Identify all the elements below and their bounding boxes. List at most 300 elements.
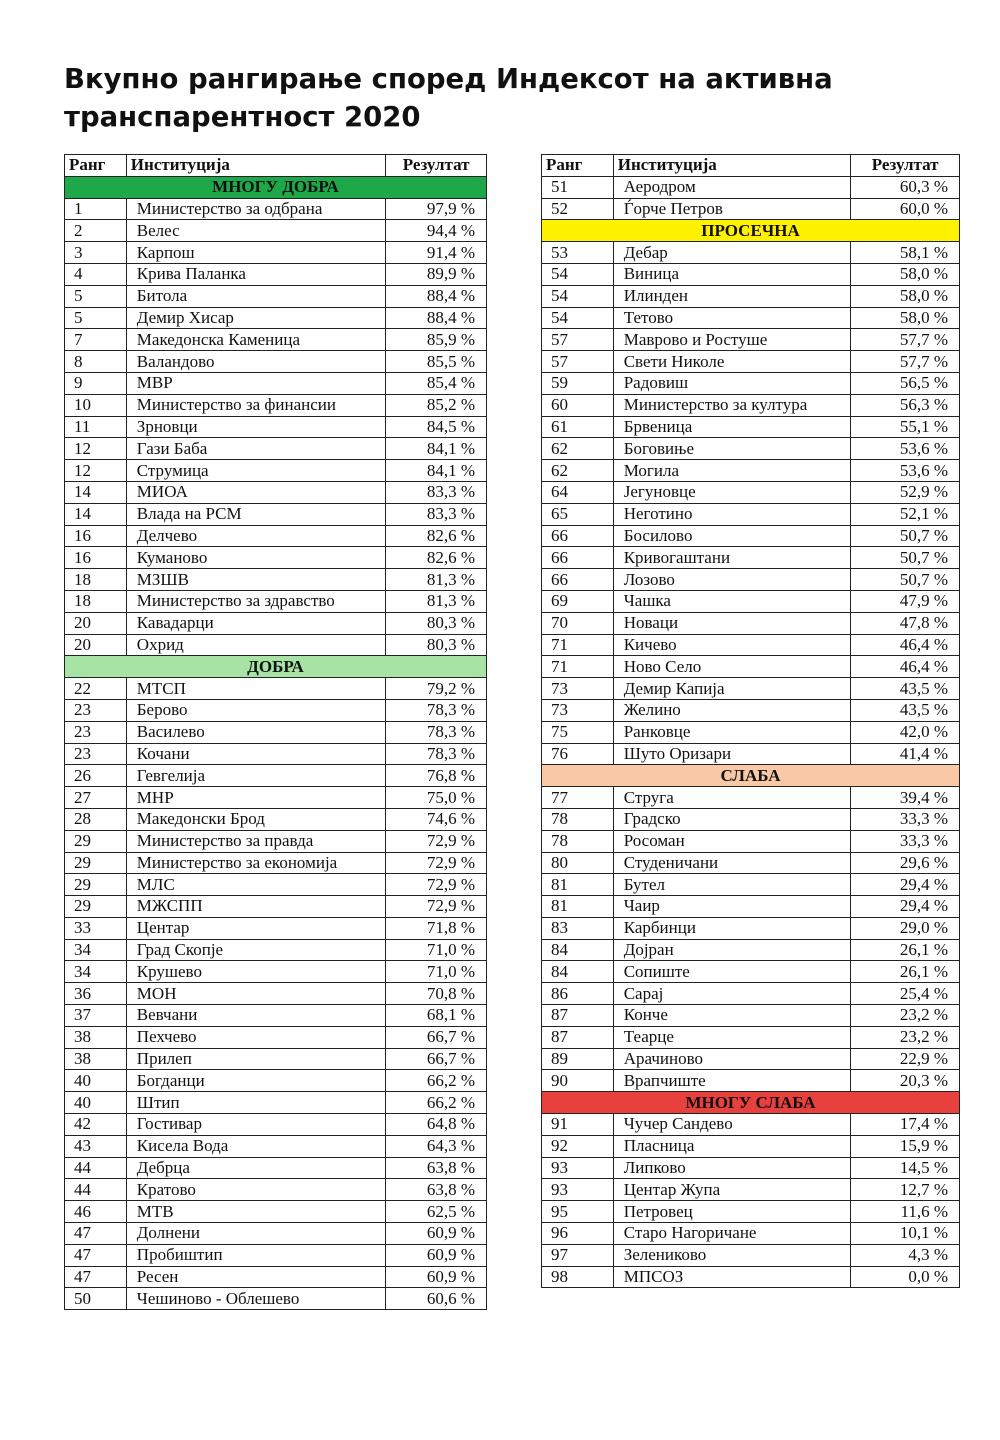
score-cell: 71,8 %: [386, 917, 487, 939]
score-cell: 88,4 %: [386, 285, 487, 307]
rank-cell: 66: [542, 547, 614, 569]
table-row: [542, 721, 960, 743]
rank-cell: 26: [65, 765, 127, 787]
score-cell: 58,0 %: [851, 285, 960, 307]
rank-cell: 95: [542, 1201, 614, 1223]
page-title: Вкупно рангирање според Индексот на активна транспарентност 2020: [64, 63, 833, 133]
institution-cell: Чашка: [613, 590, 851, 612]
table-row: [65, 765, 487, 787]
rank-cell: 29: [65, 830, 127, 852]
rank-cell: 29: [65, 896, 127, 918]
score-cell: 29,0 %: [851, 917, 960, 939]
institution-cell: МЛС: [126, 874, 385, 896]
table-row: [542, 351, 960, 373]
score-cell: 68,1 %: [386, 1005, 487, 1027]
score-cell: 52,1 %: [851, 503, 960, 525]
table-row: [542, 787, 960, 809]
table-row: [542, 569, 960, 591]
table-row: [542, 547, 960, 569]
rank-cell: 47: [65, 1244, 127, 1266]
category-band-label: ПРОСЕЧНА: [542, 220, 960, 242]
score-cell: 72,9 %: [386, 830, 487, 852]
table-row: [65, 1005, 487, 1027]
rank-cell: 14: [65, 481, 127, 503]
rank-cell: 66: [542, 569, 614, 591]
rank-cell: 64: [542, 481, 614, 503]
rank-cell: 62: [542, 438, 614, 460]
institution-cell: МВР: [126, 372, 385, 394]
table-row: [65, 351, 487, 373]
institution-cell: Теарце: [613, 1026, 851, 1048]
result-column-header: Резултат: [386, 155, 487, 177]
score-cell: 85,5 %: [386, 351, 487, 373]
rank-cell: 50: [65, 1288, 127, 1310]
score-cell: 72,9 %: [386, 852, 487, 874]
institution-cell: Василево: [126, 721, 385, 743]
institution-cell: Ѓорче Петров: [613, 198, 851, 220]
score-cell: 63,8 %: [386, 1157, 487, 1179]
institution-cell: Гази Баба: [126, 438, 385, 460]
table-row: [542, 1070, 960, 1092]
table-row: [542, 874, 960, 896]
table-row: [65, 896, 487, 918]
table-row: [542, 1266, 960, 1288]
institution-cell: Бутел: [613, 874, 851, 896]
table-row: [542, 590, 960, 612]
rank-cell: 78: [542, 808, 614, 830]
institution-cell: Градско: [613, 808, 851, 830]
institution-cell: Зелениково: [613, 1244, 851, 1266]
table-row: [65, 787, 487, 809]
rank-cell: 53: [542, 242, 614, 264]
rank-cell: 14: [65, 503, 127, 525]
table-row: [65, 590, 487, 612]
score-cell: 12,7 %: [851, 1179, 960, 1201]
rank-column-header: Ранг: [542, 155, 614, 177]
table-row: [542, 1135, 960, 1157]
institution-cell: Зрновци: [126, 416, 385, 438]
score-cell: 58,0 %: [851, 263, 960, 285]
rank-cell: 47: [65, 1266, 127, 1288]
institution-cell: Град Скопје: [126, 939, 385, 961]
table-header-row: [65, 155, 487, 177]
table-row: [542, 460, 960, 482]
table-row: [65, 220, 487, 242]
rank-cell: 28: [65, 808, 127, 830]
rank-cell: 5: [65, 285, 127, 307]
institution-cell: Студеничани: [613, 852, 851, 874]
score-cell: 66,2 %: [386, 1070, 487, 1092]
rank-cell: 75: [542, 721, 614, 743]
score-cell: 78,3 %: [386, 699, 487, 721]
table-row: [65, 1266, 487, 1288]
score-cell: 46,4 %: [851, 656, 960, 678]
table-row: [65, 1288, 487, 1310]
institution-cell: Карбинци: [613, 917, 851, 939]
table-row: [65, 242, 487, 264]
table-row: [542, 394, 960, 416]
rank-cell: 65: [542, 503, 614, 525]
rank-cell: 57: [542, 351, 614, 373]
table-header-row: [542, 155, 960, 177]
category-band-row: [65, 176, 487, 198]
rank-cell: 60: [542, 394, 614, 416]
score-cell: 58,1 %: [851, 242, 960, 264]
score-cell: 63,8 %: [386, 1179, 487, 1201]
score-cell: 79,2 %: [386, 678, 487, 700]
rank-cell: 33: [65, 917, 127, 939]
rank-cell: 70: [542, 612, 614, 634]
table-row: [65, 917, 487, 939]
institution-cell: МНР: [126, 787, 385, 809]
ranking-table-right: [541, 154, 960, 1288]
institution-cell: Виница: [613, 263, 851, 285]
rank-cell: 38: [65, 1026, 127, 1048]
rank-cell: 91: [542, 1114, 614, 1136]
rank-cell: 29: [65, 852, 127, 874]
score-cell: 46,4 %: [851, 634, 960, 656]
table-row: [542, 961, 960, 983]
score-cell: 47,9 %: [851, 590, 960, 612]
institution-cell: Пробиштип: [126, 1244, 385, 1266]
rank-cell: 54: [542, 263, 614, 285]
institution-cell: Ресен: [126, 1266, 385, 1288]
rank-cell: 51: [542, 176, 614, 198]
table-row: [65, 1135, 487, 1157]
institution-cell: Илинден: [613, 285, 851, 307]
score-cell: 52,9 %: [851, 481, 960, 503]
rank-cell: 23: [65, 743, 127, 765]
institution-cell: Центар: [126, 917, 385, 939]
table-row: [542, 481, 960, 503]
institution-cell: Чаир: [613, 896, 851, 918]
institution-cell: Делчево: [126, 525, 385, 547]
institution-cell: Карпош: [126, 242, 385, 264]
table-row: [542, 699, 960, 721]
institution-cell: Липково: [613, 1157, 851, 1179]
table-row: [65, 721, 487, 743]
score-cell: 33,3 %: [851, 808, 960, 830]
rank-cell: 4: [65, 263, 127, 285]
table-row: [65, 394, 487, 416]
institution-cell: Штип: [126, 1092, 385, 1114]
rank-cell: 52: [542, 198, 614, 220]
institution-cell: МИОА: [126, 481, 385, 503]
score-cell: 26,1 %: [851, 939, 960, 961]
score-cell: 84,1 %: [386, 460, 487, 482]
institution-cell: Маврово и Ростуше: [613, 329, 851, 351]
institution-cell: Новаци: [613, 612, 851, 634]
score-cell: 0,0 %: [851, 1266, 960, 1288]
table-row: [65, 743, 487, 765]
institution-cell: Демир Капија: [613, 678, 851, 700]
score-cell: 72,9 %: [386, 874, 487, 896]
table-row: [65, 1114, 487, 1136]
institution-cell: Радовиш: [613, 372, 851, 394]
institution-cell: Влада на РСМ: [126, 503, 385, 525]
score-cell: 85,9 %: [386, 329, 487, 351]
institution-cell: Прилеп: [126, 1048, 385, 1070]
score-cell: 74,6 %: [386, 808, 487, 830]
table-row: [542, 242, 960, 264]
rank-cell: 18: [65, 569, 127, 591]
score-cell: 26,1 %: [851, 961, 960, 983]
score-cell: 97,9 %: [386, 198, 487, 220]
score-cell: 91,4 %: [386, 242, 487, 264]
table-row: [65, 830, 487, 852]
institution-cell: Кочани: [126, 743, 385, 765]
table-row: [65, 285, 487, 307]
institution-cell: Министерство за култура: [613, 394, 851, 416]
score-cell: 43,5 %: [851, 678, 960, 700]
rank-cell: 40: [65, 1092, 127, 1114]
table-row: [542, 808, 960, 830]
score-cell: 39,4 %: [851, 787, 960, 809]
institution-cell: Гевгелија: [126, 765, 385, 787]
table-row: [65, 481, 487, 503]
category-band-row: [65, 656, 487, 678]
score-cell: 84,1 %: [386, 438, 487, 460]
institution-cell: Сопиште: [613, 961, 851, 983]
score-cell: 85,4 %: [386, 372, 487, 394]
rank-cell: 36: [65, 983, 127, 1005]
institution-cell: Гостивар: [126, 1114, 385, 1136]
institution-cell: Кавадарци: [126, 612, 385, 634]
category-band-row: [542, 1092, 960, 1114]
rank-cell: 5: [65, 307, 127, 329]
score-cell: 23,2 %: [851, 1005, 960, 1027]
rank-cell: 11: [65, 416, 127, 438]
score-cell: 56,5 %: [851, 372, 960, 394]
table-row: [65, 416, 487, 438]
table-row: [542, 1157, 960, 1179]
institution-cell: МЗШВ: [126, 569, 385, 591]
table-row: [542, 939, 960, 961]
table-row: [65, 612, 487, 634]
institution-cell: Министерство за здравство: [126, 590, 385, 612]
institution-cell: Неготино: [613, 503, 851, 525]
score-cell: 23,2 %: [851, 1026, 960, 1048]
rank-cell: 73: [542, 678, 614, 700]
rank-cell: 71: [542, 634, 614, 656]
rank-cell: 20: [65, 612, 127, 634]
table-row: [542, 1114, 960, 1136]
rank-cell: 44: [65, 1179, 127, 1201]
institution-cell: Росоман: [613, 830, 851, 852]
table-row: [65, 1244, 487, 1266]
score-cell: 76,8 %: [386, 765, 487, 787]
rank-cell: 8: [65, 351, 127, 373]
rank-cell: 77: [542, 787, 614, 809]
institution-cell: Боговиње: [613, 438, 851, 460]
rank-cell: 1: [65, 198, 127, 220]
table-row: [542, 983, 960, 1005]
institution-cell: Јегуновце: [613, 481, 851, 503]
rank-cell: 76: [542, 743, 614, 765]
rank-cell: 34: [65, 961, 127, 983]
score-cell: 43,5 %: [851, 699, 960, 721]
score-cell: 88,4 %: [386, 307, 487, 329]
table-row: [542, 1223, 960, 1245]
score-cell: 71,0 %: [386, 961, 487, 983]
rank-cell: 2: [65, 220, 127, 242]
category-band-row: [542, 765, 960, 787]
rank-cell: 84: [542, 939, 614, 961]
score-cell: 56,3 %: [851, 394, 960, 416]
institution-cell: Охрид: [126, 634, 385, 656]
rank-cell: 7: [65, 329, 127, 351]
table-row: [65, 1157, 487, 1179]
score-cell: 60,0 %: [851, 198, 960, 220]
score-cell: 62,5 %: [386, 1201, 487, 1223]
table-row: [65, 874, 487, 896]
rank-cell: 12: [65, 460, 127, 482]
score-cell: 83,3 %: [386, 481, 487, 503]
table-row: [542, 1201, 960, 1223]
rank-cell: 43: [65, 1135, 127, 1157]
table-row: [542, 678, 960, 700]
table-row: [542, 263, 960, 285]
rank-cell: 59: [542, 372, 614, 394]
score-cell: 82,6 %: [386, 547, 487, 569]
institution-cell: Вевчани: [126, 1005, 385, 1027]
score-cell: 64,8 %: [386, 1114, 487, 1136]
table-row: [65, 1026, 487, 1048]
institution-cell: Демир Хисар: [126, 307, 385, 329]
rank-cell: 40: [65, 1070, 127, 1092]
score-cell: 75,0 %: [386, 787, 487, 809]
table-row: [542, 285, 960, 307]
table-row: [65, 852, 487, 874]
score-cell: 66,2 %: [386, 1092, 487, 1114]
institution-cell: Богданци: [126, 1070, 385, 1092]
rank-cell: 54: [542, 285, 614, 307]
table-row: [542, 656, 960, 678]
category-band-label: СЛАБА: [542, 765, 960, 787]
institution-cell: МЖСПП: [126, 896, 385, 918]
table-row: [542, 917, 960, 939]
score-cell: 29,4 %: [851, 896, 960, 918]
rank-cell: 81: [542, 896, 614, 918]
institution-cell: Берово: [126, 699, 385, 721]
institution-cell: Кичево: [613, 634, 851, 656]
table-row: [65, 634, 487, 656]
institution-cell: Желино: [613, 699, 851, 721]
table-row: [65, 503, 487, 525]
table-row: [542, 634, 960, 656]
rank-cell: 96: [542, 1223, 614, 1245]
table-row: [65, 525, 487, 547]
table-row: [65, 307, 487, 329]
institution-cell: Министерство за економија: [126, 852, 385, 874]
rank-cell: 10: [65, 394, 127, 416]
score-cell: 25,4 %: [851, 983, 960, 1005]
score-cell: 81,3 %: [386, 569, 487, 591]
institution-cell: Министерство за правда: [126, 830, 385, 852]
category-band-label: МНОГУ СЛАБА: [542, 1092, 960, 1114]
table-row: [542, 612, 960, 634]
institution-cell: Брвеница: [613, 416, 851, 438]
rank-cell: 16: [65, 525, 127, 547]
rank-cell: 12: [65, 438, 127, 460]
score-cell: 85,2 %: [386, 394, 487, 416]
institution-cell: МТВ: [126, 1201, 385, 1223]
score-cell: 60,9 %: [386, 1223, 487, 1245]
score-cell: 11,6 %: [851, 1201, 960, 1223]
table-row: [65, 372, 487, 394]
rank-cell: 92: [542, 1135, 614, 1157]
table-row: [65, 699, 487, 721]
score-cell: 66,7 %: [386, 1048, 487, 1070]
institution-cell: МОН: [126, 983, 385, 1005]
institution-cell: Ново Село: [613, 656, 851, 678]
institution-cell: Македонска Каменица: [126, 329, 385, 351]
institution-cell: Лозово: [613, 569, 851, 591]
score-cell: 81,3 %: [386, 590, 487, 612]
rank-cell: 29: [65, 874, 127, 896]
institution-cell: МПСОЗ: [613, 1266, 851, 1288]
score-cell: 10,1 %: [851, 1223, 960, 1245]
table-row: [65, 329, 487, 351]
score-cell: 78,3 %: [386, 743, 487, 765]
table-row: [542, 1244, 960, 1266]
score-cell: 84,5 %: [386, 416, 487, 438]
rank-cell: 81: [542, 874, 614, 896]
institution-cell: Министерство за одбрана: [126, 198, 385, 220]
rank-cell: 3: [65, 242, 127, 264]
table-row: [65, 569, 487, 591]
rank-cell: 86: [542, 983, 614, 1005]
rank-column-header: Ранг: [65, 155, 127, 177]
institution-cell: Пласница: [613, 1135, 851, 1157]
institution-cell: Струга: [613, 787, 851, 809]
institution-cell: Чешиново - Облешево: [126, 1288, 385, 1310]
institution-cell: МТСП: [126, 678, 385, 700]
institution-cell: Шуто Оризари: [613, 743, 851, 765]
institution-cell: Дојран: [613, 939, 851, 961]
table-row: [542, 1048, 960, 1070]
institution-cell: Центар Жупа: [613, 1179, 851, 1201]
score-cell: 72,9 %: [386, 896, 487, 918]
score-cell: 53,6 %: [851, 460, 960, 482]
score-cell: 82,6 %: [386, 525, 487, 547]
table-row: [65, 961, 487, 983]
institution-cell: Пехчево: [126, 1026, 385, 1048]
institution-cell: Кратово: [126, 1179, 385, 1201]
rank-cell: 23: [65, 721, 127, 743]
table-row: [65, 1070, 487, 1092]
table-row: [65, 198, 487, 220]
score-cell: 4,3 %: [851, 1244, 960, 1266]
score-cell: 42,0 %: [851, 721, 960, 743]
score-cell: 53,6 %: [851, 438, 960, 460]
score-cell: 29,6 %: [851, 852, 960, 874]
rank-cell: 62: [542, 460, 614, 482]
institution-cell: Могила: [613, 460, 851, 482]
table-row: [542, 896, 960, 918]
institution-cell: Дебрца: [126, 1157, 385, 1179]
rank-cell: 44: [65, 1157, 127, 1179]
rank-cell: 22: [65, 678, 127, 700]
table-row: [542, 503, 960, 525]
result-column-header: Резултат: [851, 155, 960, 177]
table-row: [542, 307, 960, 329]
rank-cell: 57: [542, 329, 614, 351]
institution-cell: Ранковце: [613, 721, 851, 743]
rank-cell: 89: [542, 1048, 614, 1070]
score-cell: 17,4 %: [851, 1114, 960, 1136]
institution-cell: Македонски Брод: [126, 808, 385, 830]
